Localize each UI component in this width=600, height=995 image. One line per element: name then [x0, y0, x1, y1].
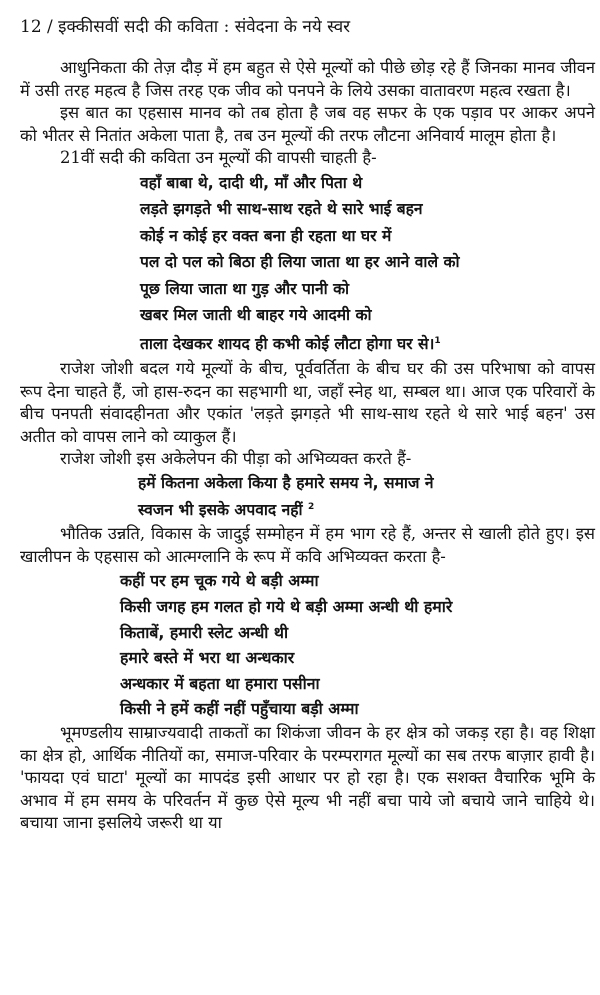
- paragraph-7: भूमण्डलीय साम्राज्यवादी ताकतों का शिकंजा जीवन के हर क्षेत्र को जकड़ रहा है। वह शिक्षा का क्षेत्र हो, आर्थिक नीतियों का, समाज-परिवार के परम्परागत मूल्यों का सब तरफ बाज़ार हावी है। 'फायदा एवं घाटा' मूल्यों का मापदंड इसी आधार पर हो रहा है। एक सशक्त वैचारिक भूमि के अभाव में हम समय के परिवर्तन में कुछ ऐसे मूल्य भी नहीं बचा पाये जो बचाये जाने चाहिये थे। बचाया जाना इसलिये जरूरी था या: [20, 722, 595, 833]
- poem-line: पूछ लिया जाता था गुड़ और पानी को: [140, 279, 350, 298]
- poem-line: खबर मिल जाती थी बाहर गये आदमी को: [140, 306, 372, 324]
- poem-line: हमें कितना अकेला किया है हमारे समय ने, समाज ने: [138, 473, 434, 492]
- paragraph-5: राजेश जोशी इस अकेलेपन की पीड़ा को अभिव्यक्त करते हैं-: [60, 449, 412, 469]
- running-header: 12 / इक्कीसवीं सदी की कविता : संवेदना के नये स्वर: [20, 17, 351, 37]
- poem-line: कहीं पर हम चूक गये थे बड़ी अम्मा: [120, 571, 319, 591]
- paragraph-3: 21वीं सदी की कविता उन मूल्यों की वापसी चाहती है-: [60, 148, 377, 168]
- poem-line-text: स्वजन भी इसके अपवाद नहीं: [138, 501, 303, 520]
- poem-quote-1: [20, 170, 595, 358]
- poem-line: अन्धकार में बहता था हमारा पसीना: [120, 673, 320, 693]
- footnote-marker-1: 1: [434, 336, 441, 347]
- poem-line: लड़ते झगड़ते भी साथ-साथ रहते थे सारे भाई बहन: [140, 200, 423, 219]
- poem-line: किताबें, हमारी स्लेट अन्धी थी: [120, 622, 289, 642]
- poem-quote-3: [20, 568, 595, 722]
- page-body: [20, 57, 595, 835]
- poem-line: हमारे बस्ते में भरा था अन्धकार: [120, 648, 295, 668]
- poem-line-last: [140, 328, 595, 358]
- paragraph-1: आधुनिकता की तेज़ दौड़ में हम बहुत से ऐसे मूल्यों को पीछे छोड़ रहे हैं जिनका मानव जीवन में उसी तरह महत्व है जिस तरह एक जीव को पनपने के लिये उसका वातावरण महत्व रखता है।: [20, 58, 595, 100]
- poem-line-last: [138, 495, 595, 523]
- poem-quote-2: [20, 471, 595, 523]
- poem-line-text: ताला देखकर शायद ही कभी कोई लौटा होगा घर से।: [140, 335, 435, 354]
- paragraph-4: राजेश जोशी बदल गये मूल्यों के बीच, पूर्ववर्तिता के बीच घर की उस परिभाषा को वापस रूप देना चाहते हैं, जो हास-रुदन का सहभागी था, जहाँ स्नेह था, सम्बल था। आज एक परिवारों के बीच पनपती संवादहीनता और एकांत 'लड़ते झगड़ते भी साथ-साथ रहते थे सारे भाई बहन' उस अतीत को वापस लाने को व्याकुल हैं।: [20, 359, 595, 446]
- poem-line: वहाँ बाबा थे, दादी थी, माँ और पिता थे: [140, 173, 363, 192]
- footnote-marker-2: 2: [308, 502, 315, 513]
- paragraph-2: इस बात का एहसास मानव को तब होता है जब वह सफर के एक पड़ाव पर आकर अपने को भीतर से नितांत अकेला पाता है, तब उन मूल्यों की तरफ लौटना अनिवार्य मालूम होता है।: [20, 103, 595, 145]
- poem-line: किसी ने हमें कहीं नहीं पहुँचाया बड़ी अम्मा: [120, 699, 359, 719]
- poem-line: पल दो पल को बिठा ही लिया जाता था हर आने वाले को: [140, 253, 460, 272]
- poem-line: कोई न कोई हर वक्त बना ही रहता था घर में: [140, 226, 392, 245]
- poem-line: किसी जगह हम गलत हो गये थे बड़ी अम्मा अन्धी थी हमारे: [120, 596, 453, 616]
- paragraph-6: भौतिक उन्नति, विकास के जादुई सम्मोहन में हम भाग रहे हैं, अन्तर से खाली होते हुए। इस खालीपन के एहसास को आत्मग्लानि के रूप में कवि अभिव्यक्त करता है-: [20, 524, 595, 566]
